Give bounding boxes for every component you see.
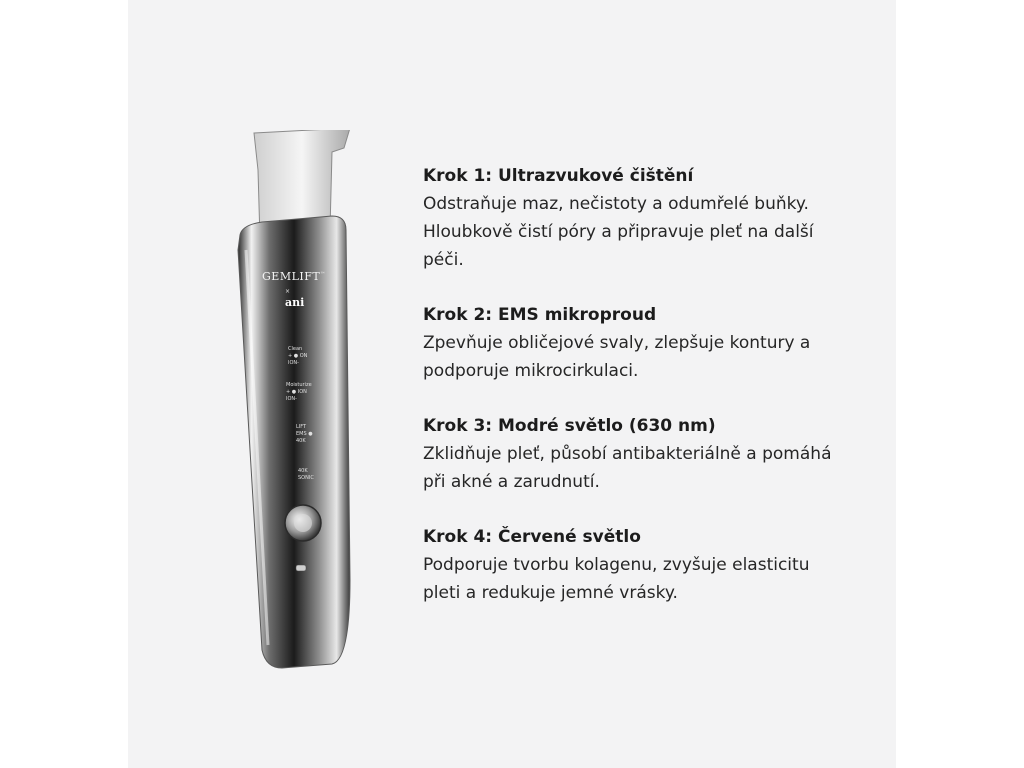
step-title: Krok 4: Červené světlo	[423, 527, 641, 547]
step-text: Zklidňuje pleť, působí antibakteriálně a pomáhá při akné a zarudnutí.	[423, 444, 832, 492]
step-title: Krok 2: EMS mikroproud	[423, 305, 657, 325]
mode-label-lift: LIFT EMS ● 40K	[296, 424, 313, 444]
mode-label-sonic: 40K SONIC	[298, 468, 314, 481]
step-text: Podporuje tvorbu kolagenu, zvyšuje elasticitu pleti a redukuje jemné vrásky.	[423, 555, 810, 603]
step-item	[423, 412, 843, 496]
step-item	[423, 162, 843, 274]
step-item	[423, 301, 843, 385]
brand-sub-logo: ani	[285, 296, 305, 309]
brand-logo: GEMLIFT™	[262, 270, 326, 283]
mode-label-clean: Clean + ● ON ION-	[288, 346, 308, 366]
step-text: Zpevňuje obličejové svaly, zlepšuje kontury a podporuje mikrocirkulaci.	[423, 333, 811, 381]
step-text: Odstraňuje maz, nečistoty a odumřelé buňky. Hloubkově čistí póry a připravuje pleť na další péči.	[423, 194, 814, 270]
mode-label-moisturize: Moisturize + ● ION ION-	[286, 382, 312, 402]
step-title: Krok 3: Modré světlo (630 nm)	[423, 416, 716, 436]
brand-separator: ×	[285, 288, 291, 295]
step-title: Krok 1: Ultrazvukové čištění	[423, 166, 694, 186]
steps-list	[423, 162, 843, 634]
step-item	[423, 523, 843, 607]
